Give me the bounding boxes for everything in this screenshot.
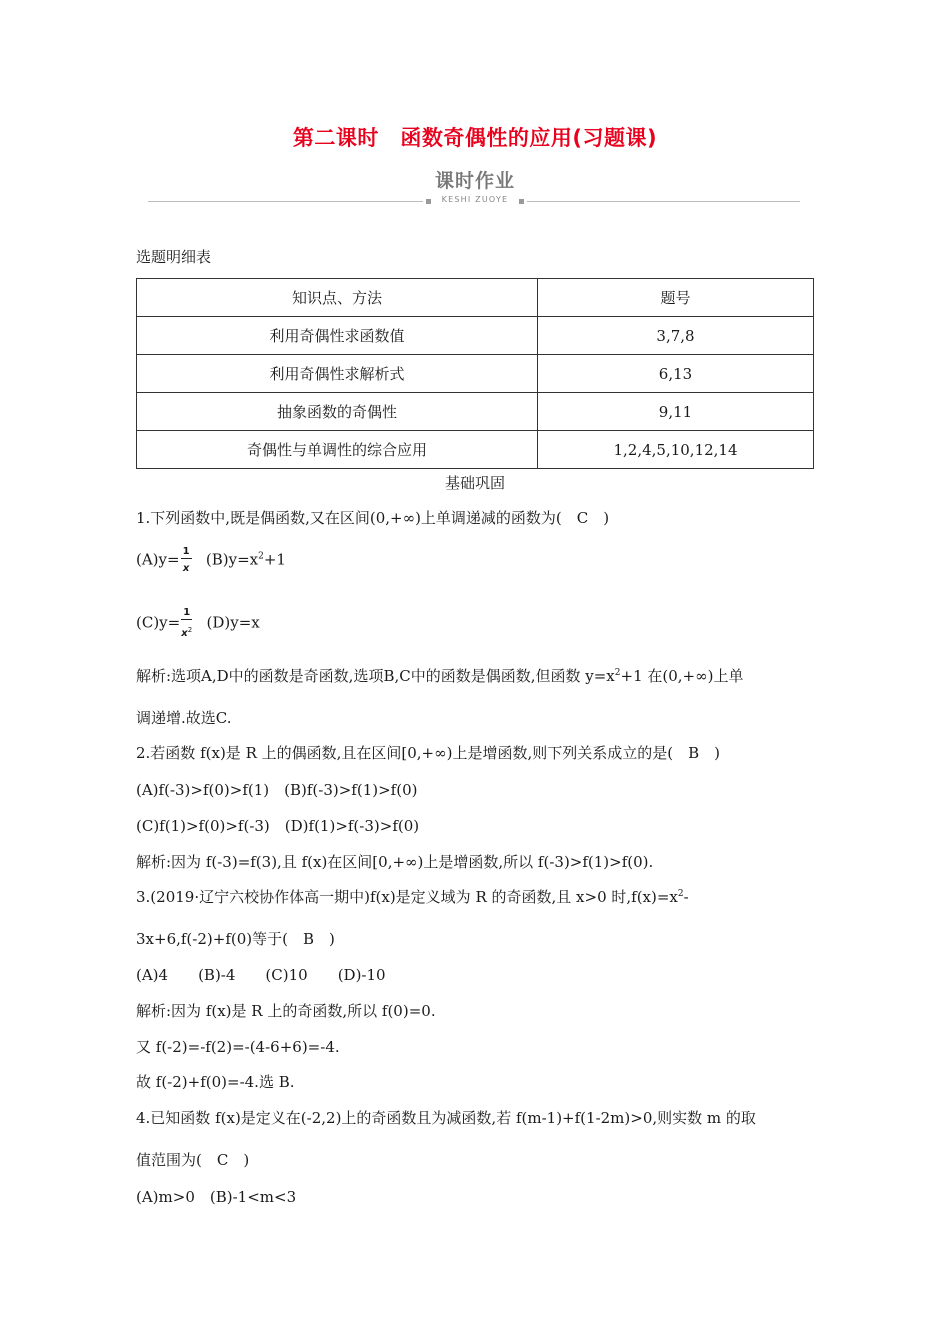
q1-opt-b: (B)y=x [205, 550, 259, 569]
table-row [137, 355, 814, 393]
table-cell: 利用奇偶性求函数值 [137, 317, 538, 355]
table-cell: 9,11 [538, 393, 814, 431]
q2-options-cd: (C)f(1)>f(0)>f(-3) (D)f(1)>f(-3)>f(0) [136, 817, 420, 835]
table-cell: 利用奇偶性求解析式 [137, 355, 538, 393]
q1-solution-text-cont: +1 在(0,+∞)上单 [620, 667, 744, 685]
table-row [137, 317, 814, 355]
q1-stem: 1.下列函数中,既是偶函数,又在区间(0,+∞)上单调递减的函数为( C ) [136, 509, 610, 527]
q1-opt-a: (A)y= [136, 550, 180, 569]
table-cell: 6,13 [538, 355, 814, 393]
q4-stem-line2: 值范围为( C ) [136, 1151, 250, 1169]
q3-stem-line1 [136, 886, 689, 907]
q1-opt-b-suffix: +1 [263, 550, 286, 569]
fraction-denominator [181, 620, 192, 640]
fraction-numerator: 1 [182, 546, 190, 557]
q1-solution-line2: 调递增.故选C. [136, 709, 232, 727]
banner-subtitle: KESHI ZUOYE [441, 195, 509, 204]
topic-table [136, 278, 814, 469]
q1-solution-text: 解析:选项A,D中的函数是奇函数,选项B,C中的函数是偶函数,但函数 y=x [136, 667, 615, 685]
page-title: 第二课时 函数奇偶性的应用(习题课) [292, 126, 658, 150]
q1-opt-b-exponent: 2 [258, 551, 264, 562]
fraction-denominator-exponent: 2 [187, 626, 193, 634]
q4-options-ab: (A)m>0 (B)-1<m<3 [136, 1188, 297, 1206]
q3-solution-line1: 解析:因为 f(x)是 R 上的奇函数,所以 f(0)=0. [136, 1002, 436, 1020]
fraction-denominator: x [182, 563, 190, 574]
q3-stem-text: 3.(2019·辽宁六校协作体高一期中)f(x)是定义域为 R 的奇函数,且 x>0 时,f(x)=x [136, 888, 678, 906]
q1-options-cd [136, 607, 260, 640]
q3-solution-line2: 又 f(-2)=-f(2)=-(4-6+6)=-4. [136, 1038, 340, 1056]
table-header-cell: 知识点、方法 [137, 279, 538, 317]
q3-options: (A)4 (B)-4 (C)10 (D)-10 [136, 966, 386, 984]
section-banner: 课时作业 [434, 170, 515, 192]
q2-options-ab: (A)f(-3)>f(0)>f(1) (B)f(-3)>f(1)>f(0) [136, 781, 418, 799]
q1-solution-line1 [136, 665, 743, 686]
table-caption: 选题明细表 [136, 248, 212, 266]
fraction-numerator: 1 [183, 607, 191, 618]
q3-stem-text-cont: - [683, 888, 689, 906]
banner-dot-right [519, 199, 524, 204]
q3-stem-exponent: 2 [677, 889, 684, 899]
q3-stem-line2: 3x+6,f(-2)+f(0)等于( B ) [136, 930, 335, 948]
q2-stem: 2.若函数 f(x)是 R 上的偶函数,且在区间[0,+∞)上是增函数,则下列关系成立的是( B ) [136, 744, 720, 762]
table-cell: 1,2,4,5,10,12,14 [538, 431, 814, 469]
table-header-row [137, 279, 814, 317]
banner-divider-right [527, 201, 800, 202]
fraction-denominator-base: x [181, 628, 188, 639]
table-row [137, 431, 814, 469]
q2-solution: 解析:因为 f(-3)=f(3),且 f(x)在区间[0,+∞)上是增函数,所以 f(-3)>f(1)>f(0). [136, 853, 654, 871]
table-cell: 3,7,8 [538, 317, 814, 355]
q1-opt-c-fraction [181, 607, 192, 640]
table-row [137, 393, 814, 431]
table-cell: 奇偶性与单调性的综合应用 [137, 431, 538, 469]
q1-opt-a-fraction [181, 546, 192, 575]
q1-opt-c: (C)y= [136, 613, 181, 632]
table-cell: 抽象函数的奇偶性 [137, 393, 538, 431]
q1-options-ab [136, 546, 286, 575]
q3-solution-line3: 故 f(-2)+f(0)=-4.选 B. [136, 1073, 295, 1091]
q4-stem-line1: 4.已知函数 f(x)是定义在(-2,2)上的奇函数且为减函数,若 f(m-1)+f(1-2m)>0,则实数 m 的取 [136, 1109, 756, 1127]
q1-opt-d: (D)y=x [206, 613, 260, 632]
q1-solution-exponent: 2 [614, 668, 621, 678]
section-heading: 基础巩固 [444, 474, 505, 492]
table-header-cell: 题号 [538, 279, 814, 317]
